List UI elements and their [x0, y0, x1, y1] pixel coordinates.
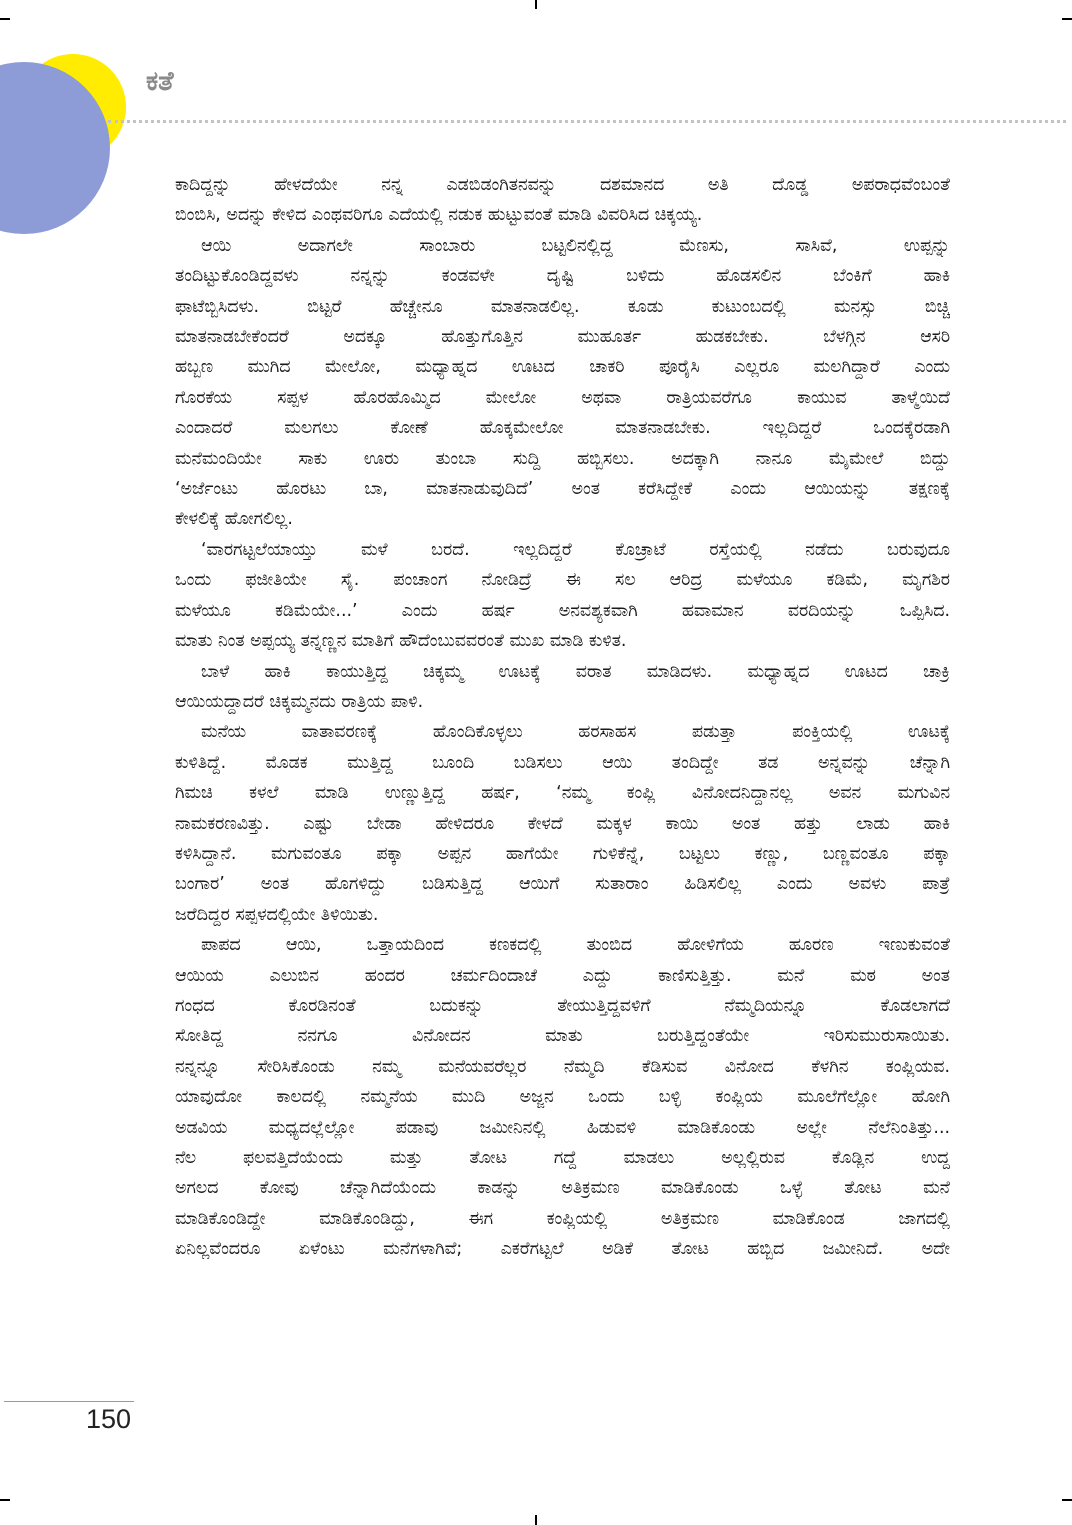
- text-line: ಬಿಂಬಿಸಿ, ಅದನ್ನು ಕೇಳಿದ ಎಂಥವರಿಗೂ ಎದೆಯಲ್ಲಿ ನಡುಕ ಹುಟ್ಟುವಂತೆ ಮಾಡಿ ವಿವರಿಸಿದ ಚಿಕ್ಕಯ್ಯ.: [175, 205, 703, 226]
- text-line: ಏನಿಲ್ಲವೆಂದರೂ ಏಳೆಂಟು ಮನೆಗಳಾಗಿವೆ; ಎಕರೆಗಟ್ಟಲೆ ಅಡಿಕೆ ತೋಟ ಹಬ್ಬಿದ ಜಮೀನಿದೆ. ಅದೇ: [175, 1239, 950, 1260]
- crop-mark-top-right: [1062, 18, 1072, 20]
- text-line: ಬಾಳೆ ಹಾಕಿ ಕಾಯುತ್ತಿದ್ದ ಚಿಕ್ಕಮ್ಮ ಊಟಕ್ಕೆ ವರಾತ ಮಾಡಿದಳು. ಮಧ್ಯಾಹ್ನದ ಊಟದ ಚಾಕ್ರಿ: [201, 661, 950, 682]
- text-line: ಬಂಗಾರ’ ಅಂತ ಹೊಗಳಿದ್ದು ಬಡಿಸುತ್ತಿದ್ದ ಆಯಿಗೆ ಸುತಾರಾಂ ಹಿಡಿಸಲಿಲ್ಲ ಎಂದು ಅವಳು ಪಾತ್ರೆ: [175, 874, 950, 895]
- text-line: ‘ಅರ್ಜೆಂಟು ಹೊರಟು ಬಾ, ಮಾತನಾಡುವುದಿದೆ’ ಅಂತ ಕರೆಸಿದ್ದೇಕೆ ಎಂದು ಆಯಿಯನ್ನು ತಕ್ಷಣಕ್ಕೆ: [175, 479, 950, 500]
- text-line: ಮನೆಯ ವಾತಾವರಣಕ್ಕೆ ಹೊಂದಿಕೊಳ್ಳಲು ಹರಸಾಹಸ ಪಡುತ್ತಾ ಪಂಕ್ತಿಯಲ್ಲಿ ಊಟಕ್ಕೆ: [201, 722, 950, 743]
- text-line: ತಂದಿಟ್ಟುಕೊಂಡಿದ್ದವಳು ನನ್ನನ್ನು ಕಂಡವಳೇ ದೃಷ್ಟಿ ಬಳಿದು ಹೊಡಸಲಿನ ಬೆಂಕಿಗೆ ಹಾಕಿ: [175, 266, 950, 287]
- text-line: ಜರೆದಿದ್ದರ ಸಪ್ಪಳದಲ್ಲಿಯೇ ತಿಳಿಯಿತು.: [175, 904, 379, 925]
- page-number: 150: [86, 1404, 132, 1434]
- text-line: ಮಳೆಯೂ ಕಡಿಮೆಯೇ...’ ಎಂದು ಹರ್ಷ ಅನವಶ್ಯಕವಾಗಿ ಹವಾಮಾನ ವರದಿಯನ್ನು ಒಪ್ಪಿಸಿದ.: [175, 600, 950, 621]
- crop-mark-top-left: [0, 18, 10, 20]
- text-line: ಮಾತು ನಿಂತ ಅಪ್ಪಯ್ಯ ತನ್ನಣ್ಣನ ಮಾತಿಗೆ ಹೌದೆಂಬುವವರಂತೆ ಮುಖ ಮಾಡಿ ಕುಳಿತ.: [175, 631, 627, 652]
- text-line: ಅಗಲದ ಕೋವು ಚೆನ್ನಾಗಿದೆಯೆಂದು ಕಾಡನ್ನು ಅತಿಕ್ರಮಣ ಮಾಡಿಕೊಂಡು ಒಳ್ಳೆ ತೋಟ ಮನೆ: [175, 1178, 950, 1199]
- text-line: ಆಯಿಯದ್ದಾದರೆ ಚಿಕ್ಕಮ್ಮನದು ರಾತ್ರಿಯ ಪಾಳಿ.: [175, 691, 424, 712]
- story-text: [175, 170, 950, 1265]
- crop-mark-bottom-center: [535, 1515, 537, 1525]
- text-line: ಸೋತಿದ್ದ ನನಗೂ ವಿನೋದನ ಮಾತು ಬರುತ್ತಿದ್ದಂತೆಯೇ ಇರಿಸುಮುರುಸಾಯಿತು.: [175, 1026, 950, 1047]
- text-line: ಎಂದಾದರೆ ಮಲಗಲು ಕೋಣೆ ಹೊಕ್ಕಮೇಲೋ ಮಾತನಾಡಬೇಕು. ಇಲ್ಲದಿದ್ದರೆ ಒಂದಕ್ಕೆರಡಾಗಿ: [175, 418, 950, 439]
- text-line: ಆಯಿಯ ಎಲುಬಿನ ಹಂದರ ಚರ್ಮದಿಂದಾಚೆ ಎದ್ದು ಕಾಣಿಸುತ್ತಿತ್ತು. ಮನೆ ಮಠ ಅಂತ: [175, 965, 950, 986]
- text-line: ಗಿಮಚಿ ಕಳಲೆ ಮಾಡಿ ಉಣ್ಣುತ್ತಿದ್ದ ಹರ್ಷ, ‘ನಮ್ಮ ಕಂಪ್ಲಿ ವಿನೋದನಿದ್ದಾನಲ್ಲ ಅವನ ಮಗುವಿನ: [175, 783, 950, 804]
- text-line: ಯಾವುದೋ ಕಾಲದಲ್ಲಿ ನಮ್ಮನೆಯ ಮುದಿ ಅಜ್ಜನ ಒಂದು ಬಳ್ಳಿ ಕಂಪ್ಲಿಯ ಮೂಲೆಗೆಲ್ಲೋ ಹೋಗಿ: [175, 1087, 950, 1108]
- crop-mark-bottom-right: [1062, 1499, 1072, 1501]
- text-line: ಮಾಡಿಕೊಂಡಿದ್ದೇ ಮಾಡಿಕೊಂಡಿದ್ದು, ಈಗ ಕಂಪ್ಲಿಯಲ್ಲಿ ಅತಿಕ್ರಮಣ ಮಾಡಿಕೊಂಡ ಜಾಗದಲ್ಲಿ: [175, 1208, 950, 1229]
- text-line: ‘ವಾರಗಟ್ಟಲೆಯಾಯ್ತು ಮಳೆ ಬರದೆ. ಇಲ್ಲದಿದ್ದರೆ ಕೊಚ್ರಾಟೆ ರಸ್ತೆಯಲ್ಲಿ ನಡೆದು ಬರುವುದೂ: [201, 539, 950, 560]
- text-line: ನನ್ನನ್ನೂ ಸೇರಿಸಿಕೊಂಡು ನಮ್ಮ ಮನೆಯವರೆಲ್ಲರ ನೆಮ್ಮದಿ ಕೆಡಿಸುವ ವಿನೋದ ಕೆಳಗಿನ ಕಂಪ್ಲಿಯವ.: [175, 1056, 950, 1077]
- text-line: ಮಾತನಾಡಬೇಕೆಂದರೆ ಅದಕ್ಕೂ ಹೊತ್ತುಗೊತ್ತಿನ ಮುಹೂರ್ತ ಹುಡಕಬೇಕು. ಬೆಳಗ್ಗಿನ ಆಸರಿ: [175, 327, 950, 348]
- text-line: ಅಡವಿಯ ಮಧ್ಯದಲ್ಲೆಲ್ಲೋ ಪಡಾವು ಜಮೀನಿನಲ್ಲಿ ಹಿಡುವಳಿ ಮಾಡಿಕೊಂಡು ಅಲ್ಲೇ ನೆಲೆನಿಂತಿತ್ತು...: [175, 1117, 950, 1138]
- text-line: ನೆಲ ಫಲವತ್ತಿದೆಯೆಂದು ಮತ್ತು ತೋಟ ಗದ್ದೆ ಮಾಡಲು ಅಲ್ಲಲ್ಲಿರುವ ಕೊಡ್ಲಿನ ಉದ್ದ: [175, 1148, 950, 1168]
- text-line: ಪಾಪದ ಆಯಿ, ಒತ್ತಾಯದಿಂದ ಕಣಕದಲ್ಲಿ ತುಂಬಿದ ಹೋಳಿಗೆಯ ಹೂರಣ ಇಣುಕುವಂತೆ: [201, 935, 950, 956]
- crop-mark-bottom-left: [0, 1499, 10, 1501]
- page-number-rule: [4, 1401, 134, 1402]
- text-line: ನಾಮಕರಣವಿತ್ತು. ಎಷ್ಟು ಬೇಡಾ ಹೇಳಿದರೂ ಕೇಳದೆ ಮಕ್ಕಳ ಕಾಯಿ ಅಂತ ಹತ್ತು ಲಾಡು ಹಾಕಿ: [175, 813, 950, 834]
- text-line: ಕುಳಿತಿದ್ದೆ. ಮೊಡಕ ಮುತ್ತಿದ್ದ ಬೂಂದಿ ಬಡಿಸಲು ಆಯಿ ತಂದಿದ್ದೇ ತಡ ಅನ್ನವನ್ನು ಚೆನ್ನಾಗಿ: [175, 752, 950, 773]
- section-title: ಕತೆ: [146, 66, 174, 97]
- text-line: ಆಯಿ ಅದಾಗಲೇ ಸಾಂಬಾರು ಬಟ್ಟಲಿನಲ್ಲಿದ್ದ ಮೆಣಸು, ಸಾಸಿವೆ, ಉಪ್ಪನ್ನು: [201, 235, 950, 256]
- text-line: ಕಳಿಸಿದ್ದಾನೆ. ಮಗುವಂತೂ ಪಕ್ಕಾ ಅಪ್ಪನ ಹಾಗೆಯೇ ಗುಳಿಕೆನ್ನೆ, ಬಟ್ಟಲು ಕಣ್ಣು, ಬಣ್ಣವಂತೂ ಪಕ್ಕಾ: [175, 843, 950, 864]
- crop-mark-top-center: [535, 0, 537, 9]
- text-line: ಮನೆಮಂದಿಯೇ ಸಾಕು ಊರು ತುಂಬಾ ಸುದ್ದಿ ಹಬ್ಬಿಸಲು. ಅದಕ್ಕಾಗಿ ನಾನೂ ಮೈಮೇಲೆ ಬಿದ್ದು: [175, 448, 950, 469]
- header-dotted-rule: [108, 120, 1066, 123]
- text-line: ಫಾಟೆಬ್ಬಿಸಿದಳು. ಬಿಟ್ಟರೆ ಹೆಚ್ಚೇನೂ ಮಾತನಾಡಲಿಲ್ಲ. ಕೂಡು ಕುಟುಂಬದಲ್ಲಿ ಮನಸ್ಸು ಬಿಚ್ಚಿ: [175, 296, 950, 317]
- text-line: ಒಂದು ಫಜೀತಿಯೇ ಸೈ. ಪಂಚಾಂಗ ನೋಡಿದ್ರೆ ಈ ಸಲ ಆರಿದ್ರ ಮಳೆಯೂ ಕಡಿಮೆ, ಮೃಗಶಿರ: [175, 570, 950, 591]
- text-line: ಕಾದಿದ್ದನ್ನು ಹೇಳದೆಯೇ ನನ್ನ ಎಡಬಿಡಂಗಿತನವನ್ನು ದಶಮಾನದ ಅತಿ ದೊಡ್ಡ ಅಪರಾಧವೆಂಬಂತೆ: [175, 175, 950, 195]
- text-line: ಗೊರಕೆಯ ಸಪ್ಪಳ ಹೊರಹೊಮ್ಮಿದ ಮೇಲೋ ಅಥವಾ ರಾತ್ರಿಯವರೆಗೂ ಕಾಯುವ ತಾಳ್ಮೆಯಿದೆ: [175, 387, 950, 408]
- text-line: ಕೇಳಲಿಕ್ಕೆ ಹೋಗಲಿಲ್ಲ.: [175, 509, 293, 530]
- text-line: ಗಂಧದ ಕೊರಡಿನಂತೆ ಬದುಕನ್ನು ತೇಯುತ್ತಿದ್ದವಳಿಗೆ ನೆಮ್ಮದಿಯನ್ನೂ ಕೊಡಲಾಗದೆ: [175, 995, 950, 1016]
- text-line: ಹಬ್ಬಣ ಮುಗಿದ ಮೇಲೋ, ಮಧ್ಯಾಹ್ನದ ಊಟದ ಚಾಕರಿ ಪೂರೈಸಿ ಎಲ್ಲರೂ ಮಲಗಿದ್ದಾರೆ ಎಂದು: [175, 357, 950, 378]
